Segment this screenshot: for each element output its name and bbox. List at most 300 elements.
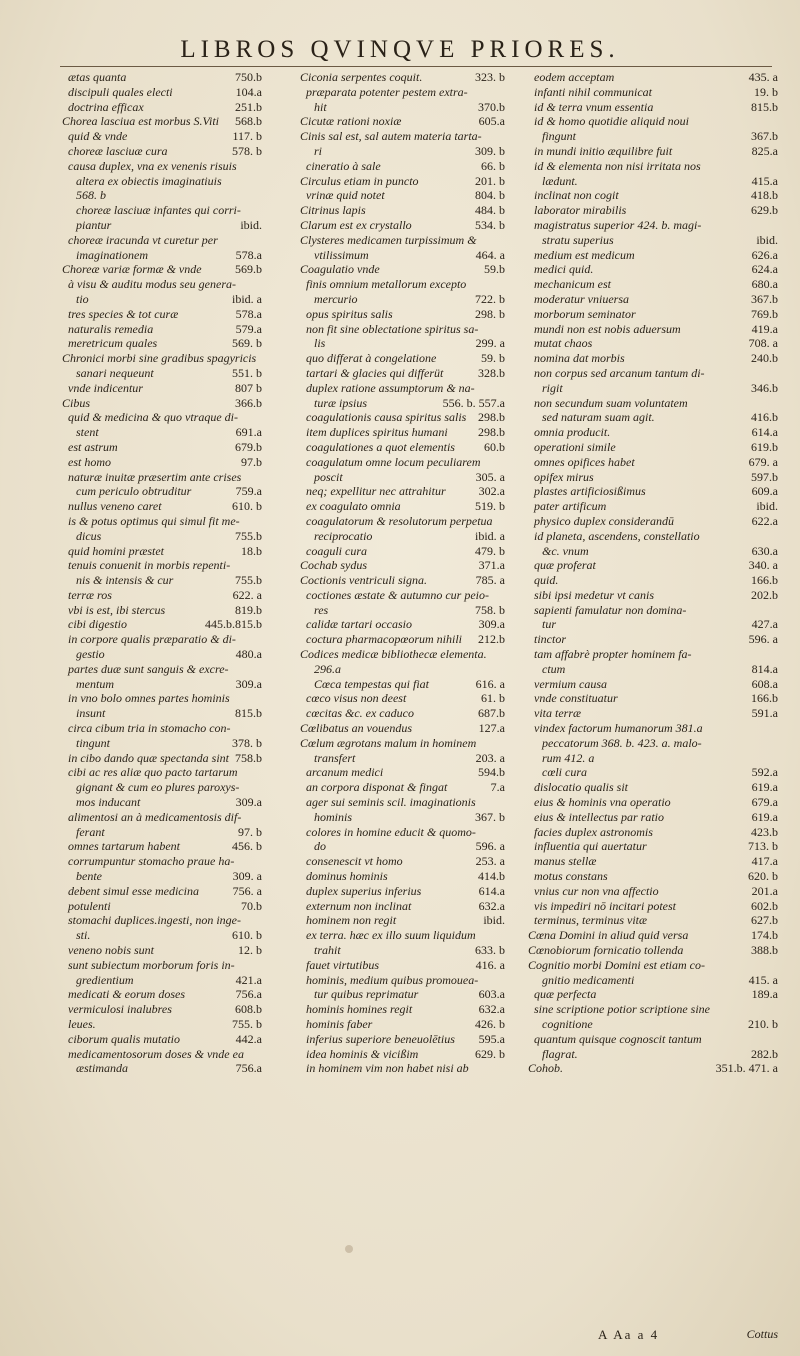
index-entry (528, 174, 778, 189)
index-term: Clysteres medicamen turpissimum & (300, 232, 477, 247)
index-entry (528, 322, 778, 337)
index-entry (528, 751, 778, 766)
index-entry (62, 765, 262, 780)
page-reference: 367. b (475, 809, 505, 824)
index-entry (300, 617, 505, 632)
index-term: magistratus superior 424. b. magi- (534, 217, 702, 232)
index-entry (300, 336, 505, 351)
page-reference: ibid. (240, 217, 262, 232)
index-term: nullus veneno caret (68, 499, 162, 514)
index-entry (62, 706, 262, 721)
page-reference: 708. a (748, 336, 778, 351)
index-term: terminus, terminus vitæ (534, 913, 647, 928)
index-term: quo differat à congelatione (306, 351, 437, 366)
page-reference: 713. b (748, 839, 778, 854)
page-reference: 534. b (475, 217, 505, 232)
page-reference: 819.b (235, 602, 262, 617)
index-entry (300, 810, 505, 825)
index-term: morborum seminator (534, 306, 636, 321)
index-entry (528, 85, 778, 100)
index-term: sti. (76, 928, 91, 943)
index-entry (300, 410, 505, 425)
index-entry (300, 928, 505, 943)
index-term: alimentosi an à medicamentosis dif- (68, 809, 242, 824)
index-entry (300, 706, 505, 721)
index-entry (300, 795, 505, 810)
index-entry (300, 470, 505, 485)
index-term: est astrum (68, 439, 118, 454)
index-entry (300, 70, 505, 85)
index-term: gignant & cum eo plures paroxys- (76, 780, 240, 795)
index-entry (62, 1061, 262, 1076)
index-entry (528, 588, 778, 603)
page-reference: 305. a (475, 469, 505, 484)
index-term: in corpore qualis præparatio & di- (68, 632, 236, 647)
page-reference: 415.a (751, 173, 778, 188)
page-reference: 309.a (478, 617, 505, 632)
index-entry (62, 174, 262, 189)
index-entry (62, 292, 262, 307)
page-reference: 825.a (751, 143, 778, 158)
index-entry (300, 396, 505, 411)
index-entry (62, 913, 262, 928)
index-term: quid & medicina & quo vtraque di- (68, 410, 238, 425)
page-reference: 417.a (751, 854, 778, 869)
page-reference: 166.b (751, 691, 778, 706)
index-term: cum periculo obtruditur (76, 484, 192, 499)
index-term: finis omnium metallorum excepto (306, 277, 467, 292)
index-entry (62, 218, 262, 233)
index-term: præparata potenter pestem extra- (306, 84, 468, 99)
index-term: idea hominis & vicißim (306, 1046, 419, 1061)
index-entry (528, 470, 778, 485)
index-entry (300, 736, 505, 751)
index-entry (300, 913, 505, 928)
index-term: consenescit vt homo (306, 854, 403, 869)
index-entry (528, 795, 778, 810)
page-reference: 608.a (751, 676, 778, 691)
index-term: Citrinus lapis (300, 203, 366, 218)
index-term: Cœlum ægrotans malum in hominem (300, 735, 477, 750)
index-term: à visu & auditu modus seu genera- (68, 277, 236, 292)
index-term: Cognitio morbi Domini est etiam co- (528, 957, 705, 972)
index-term: quid. (534, 573, 559, 588)
index-term: in cibo dando quæ spectanda sint (68, 750, 229, 765)
index-term: coagulationes a quot elementis (306, 439, 455, 454)
page-reference: 371.a (478, 558, 505, 573)
index-entry (528, 736, 778, 751)
index-term: omnes opifices habet (534, 454, 635, 469)
index-term: id planeta, ascendens, constellatio (534, 528, 700, 543)
page-reference: 282.b (751, 1046, 778, 1061)
index-entry (62, 928, 262, 943)
page-reference: 632.a (478, 898, 505, 913)
index-term: colores in homine educit & quomo- (306, 824, 476, 839)
page-reference: 815.b (235, 706, 262, 721)
index-term: naturæ inuitæ præsertim ante crises (68, 469, 242, 484)
page-reference: 442.a (235, 1031, 262, 1046)
index-entry (62, 529, 262, 544)
index-term: inclinat non cogit (534, 188, 619, 203)
index-term: Circulus etiam in puncto (300, 173, 419, 188)
index-term: ferant (76, 824, 105, 839)
page-reference: 166.b (751, 573, 778, 588)
index-entry (528, 455, 778, 470)
index-entry (528, 869, 778, 884)
index-entry (62, 70, 262, 85)
page-reference: 202.b (751, 587, 778, 602)
index-entry (62, 677, 262, 692)
index-entry (300, 1002, 505, 1017)
index-term: do (314, 839, 326, 854)
index-term: Cœca tempestas qui fiat (314, 676, 429, 691)
index-entry (62, 632, 262, 647)
index-term: vrinæ quid notet (306, 188, 385, 203)
index-entry (62, 203, 262, 218)
index-term: stomachi duplices.ingesti, non inge- (68, 913, 241, 928)
index-term: vnius cur non vna affectio (534, 883, 659, 898)
index-entry (528, 292, 778, 307)
index-term: gestio (76, 647, 105, 662)
index-term: medici quid. (534, 262, 594, 277)
index-entry (62, 1017, 262, 1032)
index-term: lis (314, 336, 326, 351)
index-term: hit (314, 99, 327, 114)
index-entry (62, 973, 262, 988)
page-reference: 622. a (232, 587, 262, 602)
index-term: vita terræ (534, 706, 581, 721)
page-reference: 59.b (484, 262, 505, 277)
page-reference: 60.b (484, 439, 505, 454)
page-reference: 569. b (232, 336, 262, 351)
index-term: duplex superius inferius (306, 883, 422, 898)
index-entry (300, 292, 505, 307)
page-reference: 378. b (232, 735, 262, 750)
page-reference: ibid. (483, 913, 505, 928)
index-entry (300, 144, 505, 159)
index-term: operationi simile (534, 439, 616, 454)
page-reference: 479. b (475, 543, 505, 558)
page-reference: 340. a (748, 558, 778, 573)
index-term: externum non inclinat (306, 898, 412, 913)
page-reference: 201.a (751, 883, 778, 898)
index-entry (62, 144, 262, 159)
index-entry (62, 751, 262, 766)
index-entry (300, 691, 505, 706)
page-reference: 680.a (751, 277, 778, 292)
index-entry (528, 943, 778, 958)
index-term: mechanicum est (534, 277, 611, 292)
index-entry (528, 544, 778, 559)
index-entry (300, 987, 505, 1002)
page-reference: ibid. (756, 232, 778, 247)
page-reference: 569.b (235, 262, 262, 277)
index-entry (62, 233, 262, 248)
index-term: sine scriptione potior scriptione sine (534, 1002, 710, 1017)
index-term: physico duplex considerandū (534, 513, 674, 528)
page-reference: 445.b.815.b (205, 617, 262, 632)
page-reference: 12. b (238, 943, 262, 958)
index-term: rum 412. a (542, 750, 595, 765)
index-term: Cicutæ rationi noxiæ (300, 114, 402, 129)
index-term: ex coagulato omnia (306, 499, 401, 514)
index-entry (62, 114, 262, 129)
index-entry (528, 603, 778, 618)
index-term: insunt (76, 706, 106, 721)
index-term: tartari & glacies qui differüt (306, 365, 444, 380)
page-reference: 596. a (748, 632, 778, 647)
index-term: sibi ipsi medetur vt canis (534, 587, 654, 602)
page-reference: 309. b (475, 143, 505, 158)
index-term: ætas quanta (68, 70, 127, 84)
index-term: nomina dat morbis (534, 351, 625, 366)
page-reference: 70.b (241, 898, 262, 913)
page-reference: 18.b (241, 543, 262, 558)
index-entry (528, 558, 778, 573)
index-entry (62, 884, 262, 899)
index-term: meretricum quales (68, 336, 158, 351)
index-entry (528, 529, 778, 544)
index-entry (528, 307, 778, 322)
index-term: imaginationem (76, 247, 148, 262)
index-entry (62, 307, 262, 322)
index-term: reciprocatio (314, 528, 373, 543)
index-term: quid & vnde (68, 129, 128, 144)
page-reference: 632.a (478, 1002, 505, 1017)
index-entry (528, 499, 778, 514)
index-term: terræ ros (68, 587, 112, 602)
index-entry (528, 1032, 778, 1047)
index-term: Codices medicæ bibliothecæ elementa. (300, 647, 487, 662)
page-reference: 627.b (751, 913, 778, 928)
page-reference: 626.a (751, 247, 778, 262)
index-entry (528, 780, 778, 795)
index-entry (62, 440, 262, 455)
index-entry (528, 100, 778, 115)
index-entry (300, 322, 505, 337)
page-reference: 630.a (751, 543, 778, 558)
index-term: causa duplex, vna ex venenis risuis (68, 158, 237, 173)
page-reference: 366.b (235, 395, 262, 410)
index-entry (528, 958, 778, 973)
index-term: hominis homines regit (306, 1002, 413, 1017)
index-column-2 (300, 70, 505, 1340)
page-reference: 212.b (478, 632, 505, 647)
index-entry (300, 662, 505, 677)
index-entry (528, 721, 778, 736)
index-entry (528, 1002, 778, 1017)
index-entry (528, 70, 778, 85)
index-term: cibi ac res aliæ quo pacto tartarum (68, 765, 238, 780)
index-term: æstimanda (76, 1061, 129, 1076)
page-reference: 691.a (235, 425, 262, 440)
index-term: medicamentosorum doses & vnde ea (68, 1046, 244, 1061)
index-term: tenuis conuenit in morbis repenti- (68, 558, 231, 573)
page-reference: 201. b (475, 173, 505, 188)
index-term: infanti nihil communicat (534, 84, 652, 99)
index-entry (528, 484, 778, 499)
index-term: quantum quisque cognoscit tantum (534, 1031, 702, 1046)
index-term: transfert (314, 750, 356, 765)
index-entry (62, 425, 262, 440)
page-reference: 785. a (475, 573, 505, 588)
index-term: vermium causa (534, 676, 607, 691)
page-reference: 302.a (478, 484, 505, 499)
page-reference: 240.b (751, 351, 778, 366)
index-term: in hominem vim non habet nisi ab (306, 1061, 469, 1076)
page-reference: 759.a (235, 484, 262, 499)
page-reference: 519. b (475, 499, 505, 514)
index-entry (300, 558, 505, 573)
index-term: hominis, medium quibus promouea- (306, 972, 479, 987)
page-reference: 679.b (235, 439, 262, 454)
index-term: poscit (314, 469, 343, 484)
index-term: debent simul esse medicina (68, 883, 199, 898)
index-entry (300, 499, 505, 514)
index-column-1 (62, 70, 262, 1340)
index-entry (528, 884, 778, 899)
index-term: influentia qui auertatur (534, 839, 647, 854)
index-entry (62, 573, 262, 588)
index-entry (528, 973, 778, 988)
page-reference: 189.a (751, 987, 778, 1002)
index-term: sed naturam suam agit. (542, 410, 655, 425)
index-entry (62, 721, 262, 736)
index-entry (300, 529, 505, 544)
page-reference: ibid. a (475, 528, 505, 543)
page-reference: 755.b (235, 528, 262, 543)
index-term: bente (76, 869, 102, 884)
index-term: mutat chaos (534, 336, 593, 351)
index-entry (528, 114, 778, 129)
page-reference: 750.b (235, 70, 262, 84)
page-reference: 418.b (751, 188, 778, 203)
index-term: opifex mirus (534, 469, 594, 484)
index-term: turæ ipsius (314, 395, 368, 410)
index-term: id & terra vnum essentia (534, 99, 654, 114)
index-term: Cœna Domini in aliud quid versa (528, 928, 689, 943)
index-term: veneno nobis sunt (68, 943, 154, 958)
index-entry (300, 85, 505, 100)
index-term: Ciconia serpentes coquit. (300, 70, 423, 84)
page-footer (528, 1327, 778, 1343)
page-reference: 603.a (478, 987, 505, 1002)
page-reference: ibid. a (232, 291, 262, 306)
index-term: mundi non est nobis aduersum (534, 321, 681, 336)
index-entry (300, 1032, 505, 1047)
index-term: Cinis sal est, sal autem materia tarta- (300, 129, 482, 144)
page-reference: 592.a (751, 765, 778, 780)
index-term: quæ proferat (534, 558, 596, 573)
index-entry (528, 188, 778, 203)
index-term: coagulatorum & resolutorum perpetua (306, 513, 493, 528)
page-reference: 687.b (478, 706, 505, 721)
index-term: id & homo quotidie aliquid noui (534, 114, 689, 129)
index-term: fauet virtutibus (306, 957, 379, 972)
index-entry (528, 262, 778, 277)
page-reference: 427.a (751, 617, 778, 632)
page-reference: 59. b (481, 351, 505, 366)
index-entry (528, 810, 778, 825)
page-reference: 608.b (235, 1002, 262, 1017)
index-term: neq; expellitur nec attrahitur (306, 484, 446, 499)
index-entry (528, 677, 778, 692)
index-term: partes duæ sunt sanguis & excre- (68, 661, 229, 676)
index-entry (62, 1002, 262, 1017)
page-reference: 367.b (751, 291, 778, 306)
index-entry (62, 159, 262, 174)
page-reference: 597.b (751, 469, 778, 484)
index-entry (62, 588, 262, 603)
index-term: cœli cura (542, 765, 587, 780)
page-reference: 616. a (475, 676, 505, 691)
index-term: medicati & eorum doses (68, 987, 185, 1002)
page-reference: 622.a (751, 513, 778, 528)
page-reference: 629. b (475, 1046, 505, 1061)
index-entry (528, 144, 778, 159)
index-term: medium est medicum (534, 247, 635, 262)
page-reference: 484. b (475, 203, 505, 218)
page-reference: 203. a (475, 750, 505, 765)
index-entry (300, 425, 505, 440)
index-term: discipuli quales electi (68, 84, 173, 99)
index-entry (62, 499, 262, 514)
index-entry (62, 662, 262, 677)
page-reference: 421.a (235, 972, 262, 987)
signature-mark: A Aa a 4 (598, 1327, 660, 1342)
index-term: motus constans (534, 869, 608, 884)
index-entry (528, 366, 778, 381)
index-term: choreæ iracunda vt curetur per (68, 232, 218, 247)
index-entry (300, 455, 505, 470)
page-reference: 298. b (475, 306, 505, 321)
index-term: tres species & tot curæ (68, 306, 179, 321)
page-reference: 19. b (754, 84, 778, 99)
page-reference: 756.a (235, 1061, 262, 1076)
index-term: choreæ lasciuæ infantes qui corri- (76, 203, 241, 218)
index-entry (528, 425, 778, 440)
index-term: tur quibus reprimatur (314, 987, 419, 1002)
index-term: in mundi initio æquilibre fuit (534, 143, 673, 158)
index-term: calidæ tartari occasio (306, 617, 412, 632)
index-term: ri (314, 143, 323, 158)
index-entry (62, 351, 262, 366)
running-head: LIBROS QVINQVE PRIORES. (180, 36, 620, 63)
index-term: tio (76, 291, 89, 306)
page-reference: 388.b (751, 943, 778, 958)
index-entry (528, 351, 778, 366)
index-term: omnia producit. (534, 425, 611, 440)
index-term: cœco visus non deest (306, 691, 407, 706)
index-entry (62, 854, 262, 869)
index-term: non fit sine oblectatione spiritus sa- (306, 321, 479, 336)
index-entry (62, 691, 262, 706)
index-term: fingunt (542, 129, 577, 144)
index-term: rigit (542, 380, 563, 395)
index-term: cognitione (542, 1017, 593, 1031)
page-reference: 619.b (751, 439, 778, 454)
index-term: pater artificum (534, 499, 607, 514)
index-entry (62, 277, 262, 292)
page-reference: 815.b (751, 99, 778, 114)
page-reference: 568.b (235, 114, 262, 129)
index-term: stent (76, 425, 99, 440)
page-reference: 174.b (751, 928, 778, 943)
index-entry (528, 647, 778, 662)
index-entry (300, 233, 505, 248)
index-term: circa cibum tria in stomacho con- (68, 721, 231, 736)
index-term: &c. vnum (542, 543, 589, 558)
